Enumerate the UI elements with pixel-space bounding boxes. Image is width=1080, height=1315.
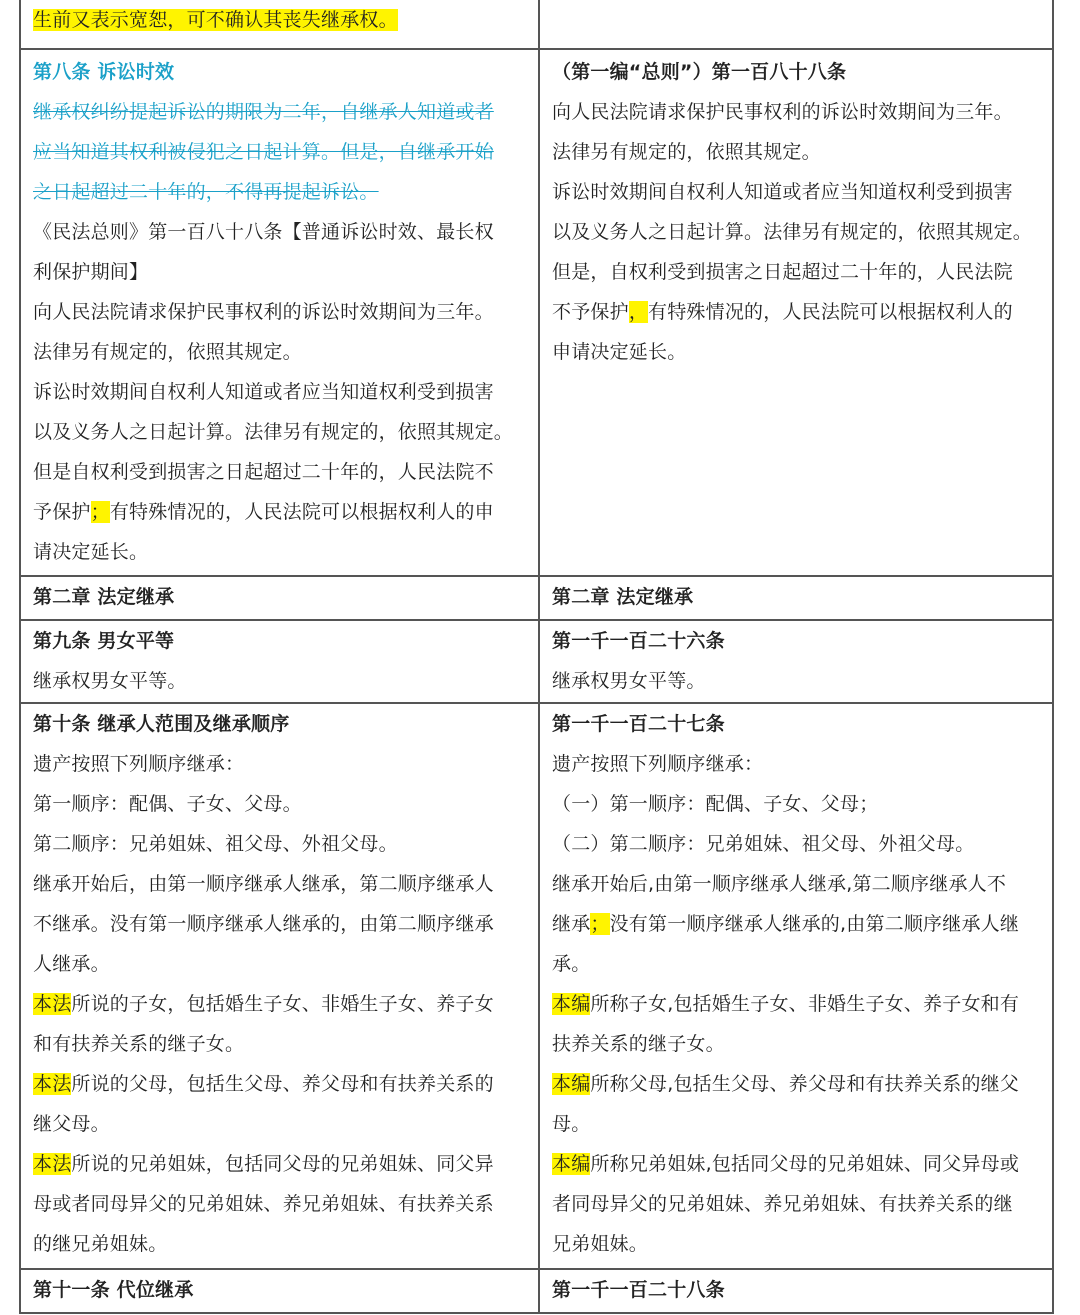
body-line: 本编所称兄弟姐妹,包括同父母的兄弟姐妹、同父异母或 — [552, 1153, 1020, 1175]
body-line: 遗产按照下列顺序继承： — [552, 753, 764, 775]
article-title: 第八条 诉讼时效 — [33, 61, 175, 83]
left-cell — [21, 704, 540, 1268]
body-line: 以及义务人之日起计算。法律另有规定的，依照其规定。 — [552, 221, 1033, 243]
body-line: 不予保护，有特殊情况的，人民法院可以根据权利人的 — [552, 301, 1013, 323]
body-line: 母。 — [552, 1113, 591, 1135]
body-line: 《民法总则》第一百八十八条【普通诉讼时效、最长权 — [33, 221, 494, 243]
body-line: 本法所说的子女，包括婚生子女、非婚生子女、养子女 — [33, 993, 494, 1015]
body-line: 继承开始后，由第一顺序继承人继承，第二顺序继承人 — [33, 873, 494, 895]
left-cell — [21, 621, 540, 702]
body-line: 继承权男女平等。 — [33, 670, 187, 692]
struck-text: 应当知道其权利被侵犯之日起计算。但是，自继承开始 — [33, 141, 494, 163]
comparison-table — [19, 0, 1054, 1314]
body-line: 但是自权利受到损害之日起超过二十年的，人民法院不 — [33, 461, 494, 483]
highlighted-text: 本法 — [33, 1153, 72, 1175]
body-line: 兄弟姐妹。 — [552, 1233, 649, 1255]
table-row — [19, 1270, 1054, 1314]
body-line: 本编所称子女,包括婚生子女、非婚生子女、养子女和有 — [552, 993, 1020, 1015]
struck-text: 之日起超过二十年的，不得再提起诉讼。 — [33, 181, 379, 203]
article-title: 第十条 继承人范围及继承顺序 — [33, 713, 290, 735]
highlighted-text: ， — [628, 301, 649, 323]
article-title: 第一千一百二十八条 — [552, 1279, 725, 1301]
body-line: 申请决定延长。 — [552, 341, 687, 363]
highlighted-text: 本法 — [33, 993, 72, 1015]
body-line: 的继兄弟姐妹。 — [33, 1233, 168, 1255]
highlighted-text: 本编 — [552, 993, 591, 1015]
table-row — [19, 50, 1054, 577]
left-cell — [21, 0, 540, 48]
body-line: 诉讼时效期间自权利人知道或者应当知道权利受到损害 — [552, 181, 1013, 203]
body-line: （二）第二顺序：兄弟姐妹、祖父母、外祖父母。 — [552, 833, 975, 855]
body-line: 以及义务人之日起计算。法律另有规定的，依照其规定。 — [33, 421, 514, 443]
body-line: 不继承。没有第一顺序继承人继承的，由第二顺序继承 — [33, 913, 494, 935]
highlighted-text: 生前又表示宽恕，可不确认其丧失继承权。 — [33, 9, 398, 31]
chapter-heading: 第二章 法定继承 — [552, 586, 694, 608]
body-line: 第二顺序：兄弟姐妹、祖父母、外祖父母。 — [33, 833, 398, 855]
body-line: 本法所说的父母，包括生父母、养父母和有扶养关系的 — [33, 1073, 494, 1095]
body-line: 者同母异父的兄弟姐妹、养兄弟姐妹、有扶养关系的继 — [552, 1193, 1013, 1215]
article-title: （第一编“总则”）第一百八十八条 — [552, 61, 847, 83]
body-line: 遗产按照下列顺序继承： — [33, 753, 245, 775]
body-line: 请决定延长。 — [33, 541, 149, 563]
body-line: 母或者同母异父的兄弟姐妹、养兄弟姐妹、有扶养关系 — [33, 1193, 494, 1215]
highlighted-text: 本编 — [552, 1153, 591, 1175]
chapter-heading: 第二章 法定继承 — [21, 577, 540, 619]
right-cell — [540, 704, 1052, 1268]
article-title: 第一千一百二十七条 — [552, 713, 725, 735]
body-line: 向人民法院请求保护民事权利的诉讼时效期间为三年。 — [33, 301, 494, 323]
body-line: 法律另有规定的，依照其规定。 — [552, 141, 821, 163]
body-line: 第一顺序：配偶、子女、父母。 — [33, 793, 302, 815]
body-line: 但是，自权利受到损害之日起超过二十年的，人民法院 — [552, 261, 1013, 283]
highlighted-text: ； — [90, 501, 110, 523]
body-line: 利保护期间】 — [33, 261, 149, 283]
left-cell — [21, 50, 540, 575]
table-row — [19, 621, 1054, 704]
body-line: 扶养关系的继子女。 — [552, 1033, 725, 1055]
table-row — [19, 704, 1054, 1270]
body-line: 继父母。 — [33, 1113, 110, 1135]
highlighted-text: 本编 — [552, 1073, 591, 1095]
body-line: 予保护；有特殊情况的，人民法院可以根据权利人的申 — [33, 501, 494, 523]
table-row — [19, 0, 1054, 50]
highlighted-text: 本法 — [33, 1073, 72, 1095]
body-line: 承。 — [552, 953, 591, 975]
body-line: 向人民法院请求保护民事权利的诉讼时效期间为三年。 — [552, 101, 1013, 123]
article-title: 第一千一百二十六条 — [552, 630, 725, 652]
body-line: 本编所称父母,包括生父母、养父母和有扶养关系的继父 — [552, 1073, 1020, 1095]
table-row — [19, 577, 1054, 621]
body-line: 继承开始后,由第一顺序继承人继承,第二顺序继承人不 — [552, 873, 1007, 895]
body-line: 人继承。 — [33, 953, 110, 975]
right-cell — [540, 50, 1052, 575]
body-line: （一）第一顺序：配偶、子女、父母； — [552, 793, 879, 815]
right-cell — [540, 0, 1052, 48]
struck-text: 继承权纠纷提起诉讼的期限为二年，自继承人知道或者 — [33, 101, 494, 123]
body-line: 诉讼时效期间自权利人知道或者应当知道权利受到损害 — [33, 381, 494, 403]
body-line: 继承权男女平等。 — [552, 670, 706, 692]
body-line: 法律另有规定的，依照其规定。 — [33, 341, 302, 363]
article-title: 第九条 男女平等 — [33, 630, 175, 652]
article-title: 第十一条 代位继承 — [21, 1270, 540, 1312]
body-line: 本法所说的兄弟姐妹，包括同父母的兄弟姐妹、同父异 — [33, 1153, 494, 1175]
highlighted-text: ； — [590, 913, 610, 935]
body-line: 继承；没有第一顺序继承人继承的,由第二顺序继承人继 — [552, 913, 1020, 935]
right-cell — [540, 621, 1052, 702]
body-line: 和有扶养关系的继子女。 — [33, 1033, 245, 1055]
